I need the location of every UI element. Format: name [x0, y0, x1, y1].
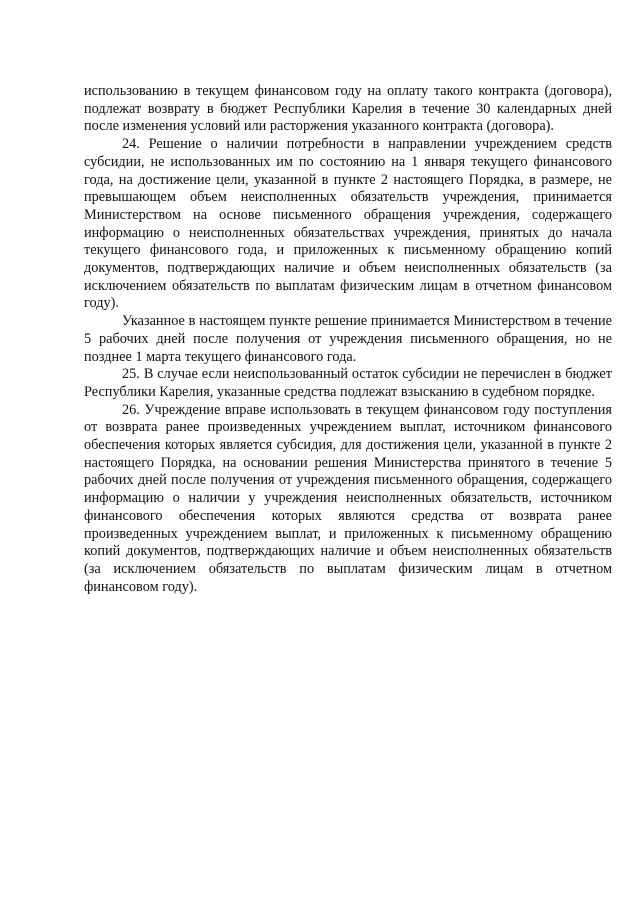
paragraph-item-26: 26. Учреждение вправе использовать в текущем финансовом году поступления от возврата ранее произведенных учреждением выплат, источником финансового обеспечения которых является субсидия, для достижения цели, указанной в пункте 2 настоящего Порядка, на основании решения Министерства принятого в течение 5 рабочих дней после получения от учреждения письменного обращения, содержащего информацию о наличии у учреждения неисполненных обязательств, источником финансового обеспечения которых являются средства от возврата ранее произведенных учреждением выплат, и приложенных к письменному обращению копий документов, подтверждающих наличие и объем неисполненных обязательств (за исключением обязательств по выплатам физическим лицам в отчетном финансовом году).	[84, 401, 612, 595]
paragraph-item-24: 24. Решение о наличии потребности в направлении учреждением средств субсидии, не использованных им по состоянию на 1 января текущего финансового года, на достижение цели, указанной в пункте 2 настоящего Порядка, в размере, не превышающем объем неисполненных обязательств учреждения, принимается Министерством на основе письменного обращения учреждения, содержащего информацию о неисполненных обязательствах учреждения, принятых до начала текущего финансового года, и приложенных к письменному обращению копий документов, подтверждающих наличие и объем неисполненных обязательств (за исключением обязательств по выплатам физическим лицам в отчетном финансовом году).	[84, 136, 612, 312]
document-body	[84, 83, 612, 596]
paragraph-continuation: использованию в текущем финансовом году на оплату такого контракта (договора), подлежат возврату в бюджет Республики Карелия в течение 30 календарных дней после изменения условий или расторжения указанного контракта (договора).	[84, 83, 612, 135]
paragraph-item-25: 25. В случае если неиспользованный остаток субсидии не перечислен в бюджет Республики Карелия, указанные средства подлежат взысканию в судебном порядке.	[84, 366, 612, 400]
paragraph-item-24-decision: Указанное в настоящем пункте решение принимается Министерством в течение 5 рабочих дней после получения от учреждения письменного обращения, но не позднее 1 марта текущего финансового года.	[84, 313, 612, 365]
